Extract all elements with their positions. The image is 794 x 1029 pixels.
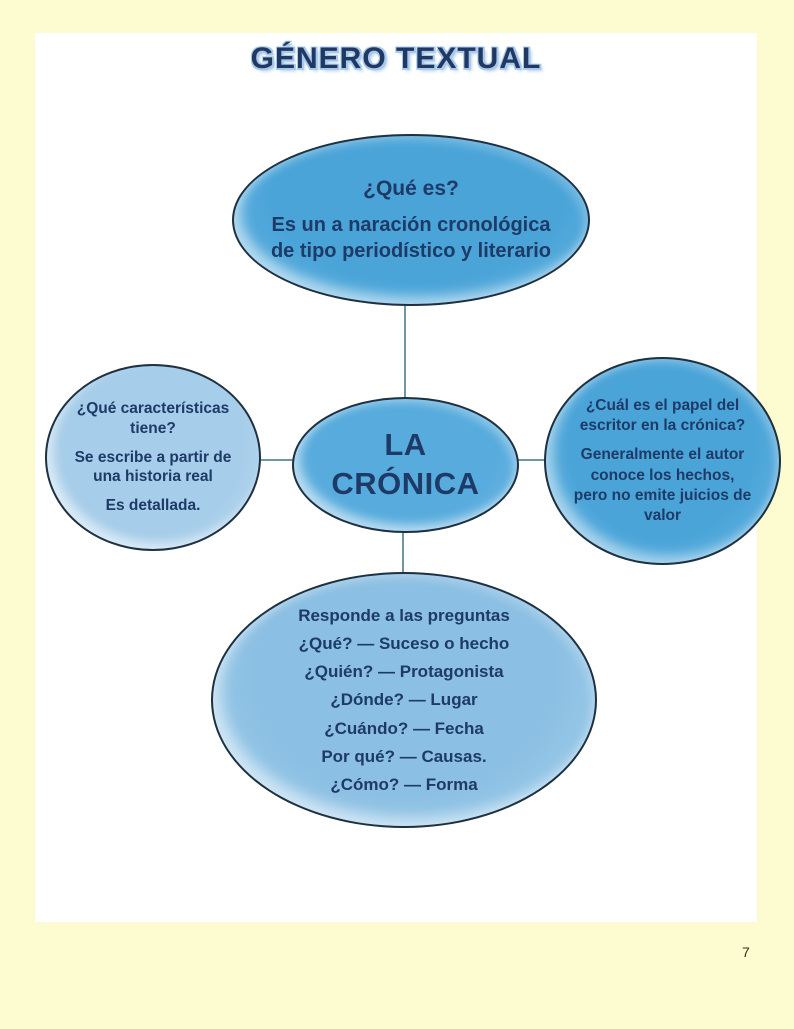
node-papel-escritor-heading: ¿Cuál es el papel del escritor en la crónica? (579, 397, 746, 435)
node-la-cronica (292, 397, 519, 533)
connector-left-center (259, 459, 294, 461)
node-caracteristicas-body1: Se escribe a partir de una historia real (74, 448, 232, 486)
node-que-es-body: Es un a naración cronológica de tipo periodístico y literario (270, 213, 552, 263)
pregunta-item: ¿Cuándo? — Fecha (324, 718, 484, 738)
node-preguntas-heading: Responde a las preguntas (298, 605, 510, 625)
node-que-es-heading: ¿Qué es? (363, 177, 459, 201)
pregunta-item: ¿Qué? — Suceso o hecho (298, 633, 510, 653)
node-caracteristicas-heading: ¿Qué características tiene? (76, 399, 230, 437)
node-la-cronica-line2: CRÓNICA (331, 466, 480, 501)
pregunta-item: ¿Quién? — Protagonista (304, 662, 504, 682)
node-caracteristicas-body2: Es detallada. (105, 497, 201, 515)
pregunta-item: ¿Dónde? — Lugar (330, 690, 478, 710)
connector-center-bottom (402, 531, 404, 574)
node-papel-escritor-body: Generalmente el autor conoce los hechos, pero no emite juicios de valor (573, 446, 752, 524)
page-title: GÉNERO TEXTUAL (250, 42, 542, 75)
pregunta-item: Por qué? — Causas. (321, 746, 487, 766)
connector-top-center (404, 304, 406, 399)
node-la-cronica-line1: LA (384, 427, 427, 463)
node-preguntas (211, 572, 597, 828)
node-caracteristicas (45, 364, 261, 551)
pregunta-item: ¿Cómo? — Forma (330, 775, 478, 795)
page-number: 7 (742, 944, 750, 960)
connector-center-right (517, 459, 546, 461)
node-papel-escritor (544, 357, 781, 565)
node-que-es (232, 134, 590, 306)
